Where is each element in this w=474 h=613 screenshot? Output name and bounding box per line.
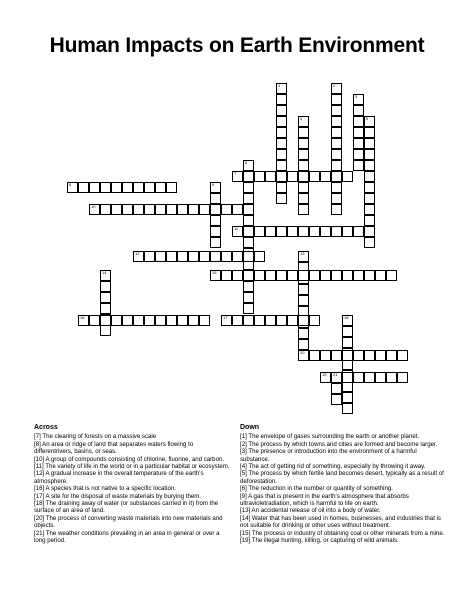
grid-cell[interactable] (331, 94, 342, 105)
grid-cell[interactable] (254, 270, 265, 281)
down-clue: [9] A gas that is present in the earth's atmosphere that absorbs ultravioletradiation, which is harmful to life on earth. (240, 492, 409, 508)
grid-cell[interactable] (221, 270, 232, 281)
grid-cell[interactable] (243, 292, 254, 303)
grid-cell[interactable] (210, 193, 221, 204)
grid-cell[interactable] (166, 204, 177, 215)
grid-cell[interactable] (210, 182, 221, 193)
grid-cell[interactable] (232, 204, 243, 215)
across-clue: [21] The weather conditions prevailing in an area in general or over a long period. (34, 529, 220, 545)
grid-cell[interactable] (386, 372, 397, 383)
grid-cell[interactable] (342, 350, 353, 361)
grid-cell[interactable] (100, 204, 111, 215)
grid-cell[interactable] (243, 160, 254, 171)
clue-number: 9 (212, 182, 215, 187)
grid-cell[interactable] (232, 315, 243, 326)
across-clue: [16] A species that is not native to a specific location. (34, 485, 176, 493)
grid-cell[interactable] (166, 315, 177, 326)
grid-cell[interactable] (243, 226, 254, 237)
grid-cell[interactable] (210, 215, 221, 226)
grid-cell[interactable] (320, 270, 331, 281)
grid-cell[interactable] (353, 160, 364, 171)
grid-cell[interactable] (298, 284, 309, 295)
clue-number: 1 (278, 83, 281, 88)
grid-cell[interactable] (331, 394, 342, 405)
grid-cell[interactable] (298, 328, 309, 339)
grid-cell[interactable] (188, 204, 199, 215)
clue-number: 19 (322, 372, 327, 377)
grid-cell[interactable] (111, 315, 122, 326)
clue-number: 17 (223, 315, 228, 320)
grid-cell[interactable] (276, 315, 287, 326)
grid-cell[interactable] (364, 204, 375, 215)
clue-number: 6 (245, 160, 248, 165)
grid-cell[interactable] (276, 149, 287, 160)
grid-cell[interactable] (342, 315, 353, 326)
grid-cell[interactable] (144, 204, 155, 215)
grid-cell[interactable] (122, 204, 133, 215)
grid-cell[interactable] (210, 226, 221, 237)
grid-cell[interactable] (364, 237, 375, 248)
grid-cell[interactable] (331, 204, 342, 215)
clue-number: 4 (300, 116, 303, 121)
grid-cell[interactable] (133, 315, 144, 326)
grid-cell[interactable] (210, 251, 221, 262)
grid-cell[interactable] (276, 182, 287, 193)
grid-cell[interactable] (298, 160, 309, 171)
grid-cell[interactable] (254, 171, 265, 182)
grid-cell[interactable] (287, 270, 298, 281)
grid-cell[interactable] (100, 281, 111, 292)
grid-cell[interactable] (276, 171, 287, 182)
grid-cell[interactable] (353, 105, 364, 116)
grid-cell[interactable] (221, 315, 232, 326)
grid-cell[interactable] (342, 337, 353, 348)
down-clue: [15] The process or industry of obtaining coal or other minerals from a mine. (240, 529, 445, 537)
clue-number: 11 (234, 226, 239, 231)
grid-cell[interactable] (364, 226, 375, 237)
grid-cell[interactable] (298, 226, 309, 237)
puzzle-title: Human Impacts on Earth Environment (49, 34, 425, 57)
grid-cell[interactable] (155, 182, 166, 193)
clue-number: 13 (300, 251, 305, 256)
across-clue: [8] An area or ridge of land that separates waters flowing to differentrivers, basins, or seas. (34, 440, 194, 456)
grid-cell[interactable] (298, 149, 309, 160)
grid-cell[interactable] (331, 350, 342, 361)
clue-number: 14 (102, 270, 107, 275)
grid-cell[interactable] (320, 372, 331, 383)
grid-cell[interactable] (122, 315, 133, 326)
grid-cell[interactable] (243, 251, 254, 262)
grid-cell[interactable] (331, 372, 342, 383)
grid-cell[interactable] (188, 251, 199, 262)
grid-cell[interactable] (342, 326, 353, 337)
grid-cell[interactable] (133, 204, 144, 215)
grid-cell[interactable] (276, 94, 287, 105)
grid-cell[interactable] (232, 226, 243, 237)
clue-number: 10 (91, 204, 96, 209)
grid-cell[interactable] (331, 105, 342, 116)
grid-cell[interactable] (155, 315, 166, 326)
grid-cell[interactable] (298, 138, 309, 149)
grid-cell[interactable] (232, 171, 243, 182)
grid-cell[interactable] (243, 193, 254, 204)
clue-number: 12 (135, 251, 140, 256)
down-heading: Down (240, 424, 260, 431)
grid-cell[interactable] (364, 171, 375, 182)
grid-cell[interactable] (243, 303, 254, 314)
grid-cell[interactable] (331, 83, 342, 94)
grid-cell[interactable] (276, 83, 287, 94)
grid-cell[interactable] (364, 270, 375, 281)
down-clue: [1] The envelope of gases surrounding the earth or another planet. (240, 433, 420, 441)
grid-cell[interactable] (397, 350, 408, 361)
grid-cell[interactable] (309, 270, 320, 281)
grid-cell[interactable] (243, 315, 254, 326)
grid-cell[interactable] (265, 171, 276, 182)
grid-cell[interactable] (309, 315, 320, 326)
grid-cell[interactable] (331, 149, 342, 160)
grid-cell[interactable] (331, 116, 342, 127)
grid-cell[interactable] (353, 116, 364, 127)
grid-cell[interactable] (100, 292, 111, 303)
grid-cell[interactable] (243, 204, 254, 215)
grid-cell[interactable] (276, 105, 287, 116)
grid-cell[interactable] (111, 182, 122, 193)
grid-cell[interactable] (342, 392, 353, 403)
grid-cell[interactable] (331, 171, 342, 182)
grid-cell[interactable] (144, 182, 155, 193)
grid-cell[interactable] (364, 116, 375, 127)
grid-cell[interactable] (166, 182, 177, 193)
grid-cell[interactable] (342, 226, 353, 237)
grid-cell[interactable] (177, 204, 188, 215)
grid-cell[interactable] (298, 295, 309, 306)
across-heading: Across (34, 424, 58, 431)
clue-number: 16 (80, 315, 85, 320)
grid-cell[interactable] (210, 270, 221, 281)
clue-number: 5 (366, 116, 369, 121)
grid-cell[interactable] (254, 251, 265, 262)
down-clue: [13] An accidental release of oil into a body of water. (240, 507, 381, 515)
across-clue: [7] The clearing of forests on a massive scale (34, 433, 157, 441)
grid-cell[interactable] (364, 138, 375, 149)
across-clue: [20] The process of converting waste materials into new materials and objects. (34, 514, 223, 530)
grid-cell[interactable] (199, 315, 210, 326)
grid-cell[interactable] (364, 372, 375, 383)
grid-cell[interactable] (397, 372, 408, 383)
grid-cell[interactable] (155, 204, 166, 215)
grid-cell[interactable] (243, 270, 254, 281)
grid-cell[interactable] (78, 182, 89, 193)
down-clue: [19] The illegal hunting, killing, or capturing of wild animals. (240, 537, 399, 545)
grid-cell[interactable] (320, 350, 331, 361)
grid-cell[interactable] (331, 182, 342, 193)
grid-cell[interactable] (243, 281, 254, 292)
down-clue: [3] The presence or introduction into the environment of a harmful substance. (240, 448, 417, 463)
grid-cell[interactable] (265, 226, 276, 237)
grid-cell[interactable] (298, 182, 309, 193)
clue-number: 15 (212, 270, 217, 275)
across-clue: [12] A gradual increase in the overall temperature of the earth's atmosphere. (34, 470, 204, 485)
grid-cell[interactable] (188, 315, 199, 326)
across-clue: [10] A group of compounds consisting of chlorine, fluorine, and carbon. (34, 455, 225, 463)
down-clues (240, 424, 446, 545)
grid-cell[interactable] (331, 226, 342, 237)
grid-cell[interactable] (364, 350, 375, 361)
grid-cell[interactable] (320, 171, 331, 182)
grid-cell[interactable] (331, 270, 342, 281)
grid-cell[interactable] (298, 251, 309, 262)
grid-cell[interactable] (122, 182, 133, 193)
grid-cell[interactable] (177, 251, 188, 262)
grid-cell[interactable] (144, 251, 155, 262)
grid-cell[interactable] (298, 193, 309, 204)
grid-cell[interactable] (364, 215, 375, 226)
grid-cell[interactable] (353, 127, 364, 138)
across-clues (34, 424, 230, 545)
grid-cell[interactable] (364, 160, 375, 171)
down-clue: [14] Water that has been used in homes, businesses, and industries that is not suitable for drinking or other uses without treatment. (240, 514, 441, 530)
clue-number: 2 (333, 83, 336, 88)
grid-cell[interactable] (210, 237, 221, 248)
grid-cell[interactable] (353, 226, 364, 237)
grid-cell[interactable] (331, 127, 342, 138)
grid-cell[interactable] (232, 270, 243, 281)
grid-cell[interactable] (364, 127, 375, 138)
grid-cell[interactable] (243, 215, 254, 226)
clue-number: 20 (300, 350, 305, 355)
grid-cell[interactable] (100, 315, 111, 326)
grid-cell[interactable] (276, 160, 287, 171)
grid-cell[interactable] (67, 182, 78, 193)
grid-cell[interactable] (111, 204, 122, 215)
grid-cell[interactable] (309, 350, 320, 361)
grid-cell[interactable] (166, 251, 177, 262)
down-clue: [6] The reduction in the number or quantity of something. (240, 485, 393, 493)
grid-cell[interactable] (364, 193, 375, 204)
grid-cell[interactable] (353, 138, 364, 149)
grid-cell[interactable] (320, 226, 331, 237)
grid-cell[interactable] (331, 383, 342, 394)
grid-cell[interactable] (298, 270, 309, 281)
grid-cell[interactable] (276, 193, 287, 204)
grid-cell[interactable] (100, 325, 111, 336)
grid-cell[interactable] (276, 116, 287, 127)
clue-number: 3 (355, 94, 358, 99)
grid-cell[interactable] (309, 226, 320, 237)
down-clue: [4] The act of getting rid of something, especially by throwing it away. (240, 463, 426, 471)
down-clue: [2] The process by which towns and cities are formed and become larger. (240, 440, 438, 448)
grid-cell[interactable] (342, 171, 353, 182)
grid-cell[interactable] (133, 182, 144, 193)
grid-cell[interactable] (133, 251, 144, 262)
grid-cell[interactable] (342, 403, 353, 414)
grid-cell[interactable] (353, 372, 364, 383)
grid-cell[interactable] (375, 270, 386, 281)
grid-cell[interactable] (287, 226, 298, 237)
grid-cell[interactable] (386, 270, 397, 281)
grid-cell[interactable] (353, 94, 364, 105)
grid-cell[interactable] (342, 270, 353, 281)
grid-cell[interactable] (100, 270, 111, 281)
grid-cell[interactable] (265, 315, 276, 326)
grid-cell[interactable] (287, 315, 298, 326)
grid-cell[interactable] (265, 270, 276, 281)
grid-cell[interactable] (331, 138, 342, 149)
grid-cell[interactable] (199, 204, 210, 215)
grid-cell[interactable] (276, 138, 287, 149)
grid-cell[interactable] (298, 171, 309, 182)
grid-cell[interactable] (89, 204, 100, 215)
grid-cell[interactable] (375, 372, 386, 383)
clue-number: 18 (344, 315, 349, 320)
grid-cell[interactable] (243, 237, 254, 248)
grid-cell[interactable] (232, 251, 243, 262)
grid-cell[interactable] (210, 204, 221, 215)
grid-cell[interactable] (177, 315, 188, 326)
grid-cell[interactable] (331, 193, 342, 204)
grid-cell[interactable] (364, 182, 375, 193)
grid-cell[interactable] (298, 350, 309, 361)
grid-cell[interactable] (89, 315, 100, 326)
grid-cell[interactable] (243, 182, 254, 193)
grid-cell[interactable] (298, 116, 309, 127)
grid-cell[interactable] (221, 204, 232, 215)
clue-number: 7 (234, 171, 237, 176)
grid-cell[interactable] (276, 226, 287, 237)
grid-cell[interactable] (353, 149, 364, 160)
grid-cell[interactable] (342, 372, 353, 383)
grid-cell[interactable] (254, 226, 265, 237)
across-clue: [11] The variety of life in the world or in a particular habitat or ecosystem. (34, 463, 230, 471)
grid-cell[interactable] (353, 350, 364, 361)
grid-cell[interactable] (298, 315, 309, 326)
grid-cell[interactable] (100, 182, 111, 193)
grid-cell[interactable] (254, 315, 265, 326)
grid-cell[interactable] (386, 350, 397, 361)
grid-cell[interactable] (155, 251, 166, 262)
grid-cell[interactable] (276, 270, 287, 281)
across-clue: [18] The draining away of water (or substances carried in it) from the surface of an area of land. (34, 500, 219, 515)
grid-cell[interactable] (298, 339, 309, 350)
grid-cell[interactable] (364, 149, 375, 160)
grid-cell[interactable] (78, 315, 89, 326)
grid-cell[interactable] (353, 270, 364, 281)
down-clue: [5] The process by which fertile land becomes desert, typically as a result of deforestation. (240, 470, 444, 485)
grid-cell[interactable] (331, 160, 342, 171)
clue-number: 21 (333, 372, 338, 377)
grid-cell[interactable] (309, 171, 320, 182)
grid-cell[interactable] (298, 204, 309, 215)
clue-number: 8 (69, 182, 72, 187)
grid-cell[interactable] (144, 315, 155, 326)
grid-cell[interactable] (298, 127, 309, 138)
grid-cell[interactable] (89, 182, 100, 193)
grid-cell[interactable] (276, 127, 287, 138)
grid-cell[interactable] (199, 251, 210, 262)
grid-cell[interactable] (287, 171, 298, 182)
grid-cell[interactable] (221, 251, 232, 262)
across-clue: [17] A site for the disposal of waste materials by burying them. (34, 492, 201, 500)
grid-cell[interactable] (243, 171, 254, 182)
grid-cell[interactable] (100, 303, 111, 314)
grid-cell[interactable] (375, 350, 386, 361)
